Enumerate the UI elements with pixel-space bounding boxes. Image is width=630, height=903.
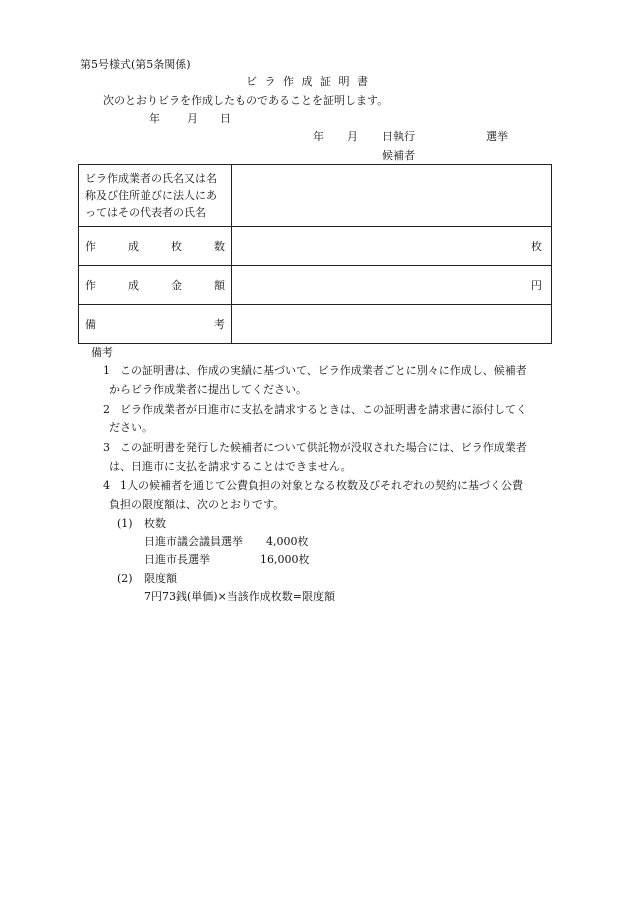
quantity-field[interactable] xyxy=(232,227,552,266)
vendor-label: ビラ作成業者の氏名又は名 称及び住所並びに法人にあ ってはその代表者の氏名 xyxy=(79,165,232,227)
election-name: 選挙 xyxy=(486,130,508,143)
note-1-line2: からビラ作成業者に提出してください。 xyxy=(109,383,307,396)
election-month: 月 xyxy=(347,130,358,143)
remarks-field[interactable] xyxy=(232,305,552,344)
amount-label xyxy=(79,266,232,305)
notes-heading: 備考 xyxy=(91,346,113,359)
table-row xyxy=(79,165,552,227)
election-year: 年 xyxy=(313,130,324,143)
issue-date-year: 年 xyxy=(149,112,160,125)
quantity-label xyxy=(79,227,232,266)
sub-2-number: (2) xyxy=(117,572,133,585)
sub-1-number: (1) xyxy=(117,517,133,530)
table-row xyxy=(79,266,552,305)
form-number: 第5号様式(第5条関係) xyxy=(80,58,191,71)
council-election-value: 4,000枚 xyxy=(266,535,309,548)
amount-unit: 円 xyxy=(531,278,542,292)
quantity-label-text: 作 成 枚 数 xyxy=(85,239,225,253)
note-3-line2: は、日進市に支払を請求することはできません。 xyxy=(109,460,352,473)
sub-1-label: 枚数 xyxy=(144,517,166,530)
intro-text: 次のとおりビラを作成したものであることを証明します。 xyxy=(103,94,389,107)
note-4-line1: 1人の候補者を通じて公費負担の対象となる枚数及びそれぞれの契約に基づく公費 xyxy=(120,479,523,492)
note-1-number: 1 xyxy=(103,364,110,377)
table-row xyxy=(79,305,552,344)
remarks-label: 備 考 xyxy=(79,305,232,344)
amount-field[interactable] xyxy=(232,266,552,305)
mayor-election-value: 16,000枚 xyxy=(260,553,310,566)
note-4-number: 4 xyxy=(103,479,110,492)
vendor-field[interactable] xyxy=(232,165,552,227)
note-2-line1: ビラ作成業者が日進市に支払を請求するときは、この証明書を請求書に添付してく xyxy=(120,403,527,416)
note-3-number: 3 xyxy=(103,441,110,454)
note-1-line1: この証明書は、作成の実績に基づいて、ビラ作成業者ごとに別々に作成し、候補者 xyxy=(120,364,527,377)
issue-date-month: 月 xyxy=(187,112,198,125)
certificate-table xyxy=(78,164,552,344)
amount-label-text: 作 成 金 額 xyxy=(85,278,225,292)
limit-formula: 7円73銭(単価)×当該作成枚数=限度額 xyxy=(144,590,336,603)
issue-date-day: 日 xyxy=(220,112,231,125)
mayor-election-label: 日進市長選挙 xyxy=(144,553,210,566)
election-execution-day: 日執行 xyxy=(382,130,415,143)
table-row xyxy=(79,227,552,266)
quantity-unit: 枚 xyxy=(531,239,542,253)
council-election-label: 日進市議会議員選挙 xyxy=(144,535,243,548)
document-title: ビ ラ 作 成 証 明 書 xyxy=(246,75,370,88)
note-2-line2: ださい。 xyxy=(109,421,153,434)
note-3-line1: この証明書を発行した候補者について供託物が没収された場合には、ビラ作成業者 xyxy=(120,441,527,454)
note-4-line2: 負担の限度額は、次のとおりです。 xyxy=(109,498,285,511)
note-2-number: 2 xyxy=(103,403,110,416)
sub-2-label: 限度額 xyxy=(144,572,177,585)
candidate-label: 候補者 xyxy=(382,149,415,162)
